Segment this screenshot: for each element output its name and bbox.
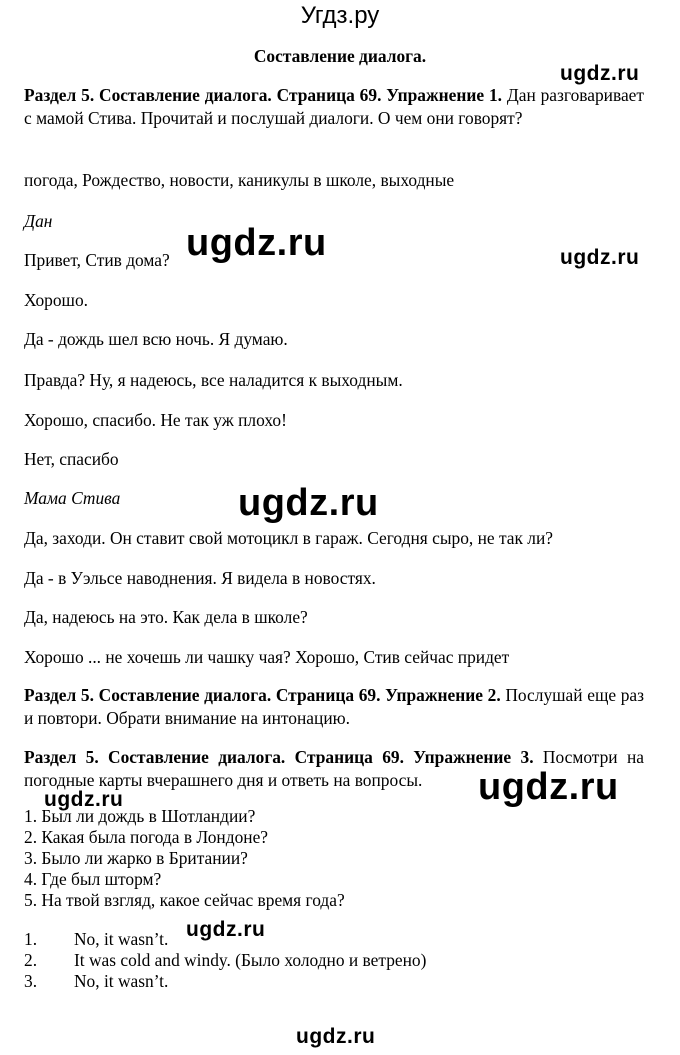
question-item: 3. Было ли жарко в Британии? <box>24 848 248 868</box>
question-item: 2. Какая была погода в Лондоне? <box>24 827 269 847</box>
watermark: ugdz.ru <box>186 222 327 264</box>
watermark: ugdz.ru <box>238 482 379 524</box>
answer-text: No, it wasn’t. <box>74 971 169 991</box>
answer-text: No, it wasn’t. <box>74 929 169 949</box>
speaker-label-mum: Мама Стива <box>24 488 121 508</box>
answer-number: 1. <box>24 929 38 949</box>
dan-line: Хорошо, спасибо. Не так уж плохо! <box>24 410 287 430</box>
watermark: ugdz.ru <box>560 246 640 269</box>
dan-line: Хорошо. <box>24 290 88 310</box>
mum-line: Хорошо ... не хочешь ли чашку чая? Хорошо, Стив сейчас придет <box>24 647 510 667</box>
mum-line: Да, надеюсь на это. Как дела в школе? <box>24 607 308 627</box>
answer-item <box>24 929 426 950</box>
exercise2-heading: Раздел 5. Составление диалога. Страница 69. Упражнение 2. <box>24 685 501 705</box>
dan-line: Привет, Стив дома? <box>24 250 170 270</box>
answers-list <box>24 929 426 992</box>
site-title: Угдз.ру <box>300 2 380 29</box>
dan-line: Нет, спасибо <box>24 449 119 469</box>
watermark: ugdz.ru <box>44 788 124 811</box>
watermark: ugdz.ru <box>560 62 640 85</box>
mum-line: Да - в Уэльсе наводнения. Я видела в новостях. <box>24 568 376 588</box>
watermark: ugdz.ru <box>478 766 619 808</box>
exercise3-paragraph <box>24 746 644 792</box>
exercise1-topics: погода, Рождество, новости, каникулы в школе, выходные <box>24 170 455 190</box>
question-item: 5. На твой взгляд, какое сейчас время года? <box>24 890 345 910</box>
dan-line: Да - дождь шел всю ночь. Я думаю. <box>24 329 288 349</box>
answer-text: It was cold and windy. (Было холодно и ветрено) <box>74 950 427 970</box>
questions-list <box>24 806 345 911</box>
watermark: ugdz.ru <box>186 918 266 941</box>
dan-line: Правда? Ну, я надеюсь, все наладится к выходным. <box>24 370 403 390</box>
exercise3-text: Посмотри на погодные карты вчерашнего дня и ответь на вопросы. <box>24 747 644 790</box>
answer-item <box>24 950 426 971</box>
exercise3-heading: Раздел 5. Составление диалога. Страница 69. Упражнение 3. <box>24 747 534 767</box>
speaker-label-dan: Дан <box>24 211 53 231</box>
exercise1-heading: Раздел 5. Составление диалога. Страница 69. Упражнение 1. <box>24 85 502 105</box>
watermark: ugdz.ru <box>296 1025 376 1048</box>
answer-number: 3. <box>24 971 38 991</box>
exercise2-paragraph <box>24 684 644 730</box>
question-item: 4. Где был шторм? <box>24 869 162 889</box>
exercise1-paragraph <box>24 84 644 130</box>
exercise2-text: Послушай еще раз и повтори. Обрати внимание на интонацию. <box>24 685 645 728</box>
answer-item <box>24 971 426 992</box>
document-title: Составление диалога. <box>253 46 427 66</box>
question-item: 1. Был ли дождь в Шотландии? <box>24 806 256 826</box>
mum-line: Да, заходи. Он ставит свой мотоцикл в гараж. Сегодня сыро, не так ли? <box>24 528 554 548</box>
exercise1-text: Дан разговаривает с мамой Стива. Прочитай и послушай диалоги. О чем они говорят? <box>24 85 645 128</box>
answer-number: 2. <box>24 950 38 970</box>
